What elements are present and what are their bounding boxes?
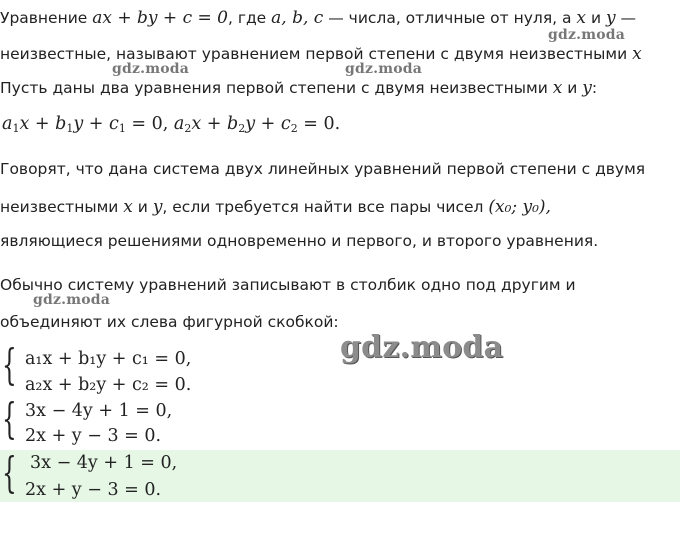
- curly-brace-icon: {: [2, 340, 17, 389]
- math-sub: 1: [12, 122, 20, 135]
- text: , где: [227, 9, 272, 27]
- text: являющиеся решениями одновременно и первого, и второго уравнения.: [0, 232, 599, 250]
- math: a: [173, 114, 185, 134]
- paragraph2-line1: [0, 158, 645, 180]
- text: объединяют их слева фигурной скобкой:: [0, 313, 339, 331]
- system2-row2: 2x + y − 3 = 0.: [25, 426, 162, 446]
- system2-row1: 3x − 4y + 1 = 0,: [25, 401, 173, 421]
- paragraph1-line2: [0, 43, 642, 65]
- watermark: gdz.moda: [33, 292, 111, 308]
- math: x: [123, 197, 133, 217]
- text: :: [591, 79, 598, 97]
- math-sub: 2: [238, 122, 246, 135]
- paragraph1-line3: [0, 77, 597, 99]
- curly-brace-icon: {: [2, 394, 17, 443]
- math: b: [55, 114, 67, 134]
- math: (x₀; y₀),: [488, 197, 551, 217]
- paragraph2-line3: [0, 230, 598, 252]
- math: c: [280, 114, 291, 134]
- text: и: [562, 79, 583, 97]
- equation-line: [2, 113, 340, 140]
- math: y: [605, 8, 616, 28]
- math: a, b, c: [271, 8, 324, 28]
- text: Говорят, что дана система двух линейных уравнений первой степени с двумя: [0, 160, 646, 178]
- math: y +: [73, 114, 109, 134]
- paragraph2-line2: [0, 196, 551, 218]
- math: c: [109, 114, 119, 134]
- paragraph1-line1: [0, 7, 636, 29]
- system3-row1: 3x − 4y + 1 = 0,: [30, 453, 178, 473]
- math-sub: 2: [290, 122, 298, 135]
- text: , если требуется найти все пары чисел: [162, 198, 489, 216]
- curly-brace-icon: {: [2, 448, 17, 497]
- system1-row2: a₂x + b₂y + c₂ = 0.: [25, 375, 192, 395]
- math: a: [2, 114, 13, 134]
- text: — числа, отличные от нуля, а: [323, 9, 577, 27]
- text: и: [586, 9, 606, 27]
- watermark: gdz.moda: [112, 61, 190, 77]
- text: Пусть даны два уравнения первой степени с двумя неизвестными: [0, 79, 553, 97]
- math: y: [582, 78, 592, 98]
- math: x: [576, 8, 587, 28]
- math-sub: 2: [184, 122, 192, 135]
- text: и: [132, 198, 153, 216]
- watermark: gdz.moda: [345, 61, 423, 77]
- math: x +: [191, 114, 227, 134]
- math-sub: 1: [118, 122, 126, 135]
- text: Уравнение: [0, 9, 93, 27]
- math: x: [632, 44, 642, 64]
- watermark: gdz.moda: [548, 27, 626, 43]
- text: —: [615, 9, 636, 27]
- text: неизвестные, называют уравнением первой степени с двумя неизвестными: [0, 45, 633, 63]
- math-sub: 1: [66, 122, 74, 135]
- math: = 0.: [297, 114, 341, 134]
- math: = 0,: [125, 114, 174, 134]
- text: Обычно систему уравнений записывают в столбик одно под другим и: [0, 276, 576, 294]
- math: b: [226, 114, 239, 134]
- paragraph3-line2: [0, 311, 339, 333]
- system3-row2: 2x + y − 3 = 0.: [25, 480, 162, 500]
- math: ax + by + c = 0: [92, 8, 228, 28]
- math: x: [552, 78, 563, 98]
- math: x +: [19, 114, 56, 134]
- math: y +: [245, 114, 281, 134]
- math: y: [152, 197, 163, 217]
- text: неизвестными: [0, 198, 124, 216]
- system1-row1: a₁x + b₁y + c₁ = 0,: [25, 349, 192, 369]
- watermark-large: gdz.moda: [340, 330, 504, 365]
